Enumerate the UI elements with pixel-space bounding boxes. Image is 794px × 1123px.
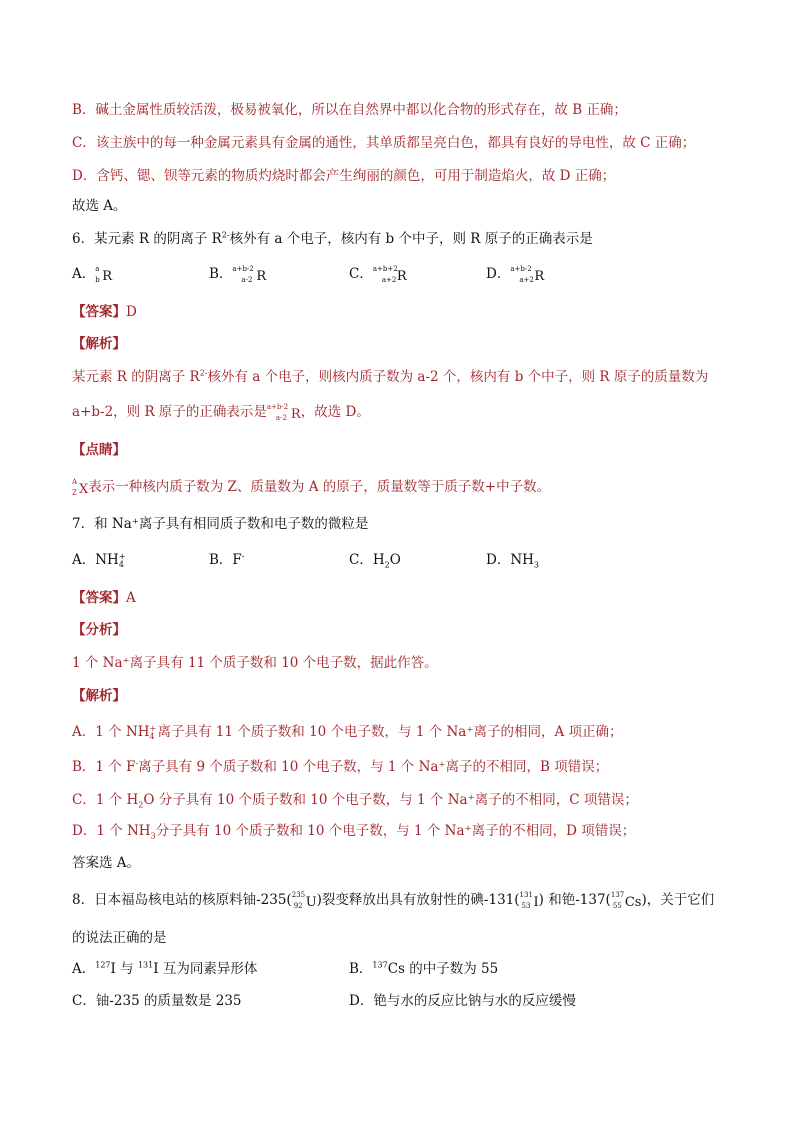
q6-tip-symbol: X [79,481,89,497]
q7-conclusion: 答案选 A。 [72,855,141,871]
q6-stem-post: 核外有 a 个电子，核内有 b 个中子，则 R 原子的正确表示是 [229,231,593,247]
q6-analysis-2-symbol: R [290,406,301,422]
q7-answer-value: A [126,590,136,606]
q6-answer [72,302,137,322]
q6-analysis-line-1 [72,367,708,387]
q6-tip-nuclide [72,479,88,497]
q6-option-d-label: D． [486,266,511,282]
q7-analysis-b-post: 离子具有 9 个质子数和 10 个电子数，与 1 个 Na⁺离子的不相同，B 项错误； [138,759,609,775]
q6-option-d-mass: a+b-2 [510,264,532,273]
q6-analysis-2-number: a-2 [275,413,287,422]
q8-option-d: D．铯与水的反应比钠与水的反应缓慢 [349,993,576,1009]
q8-cesium-symbol: Cs [624,894,642,910]
q7-option-d-label: D．NH [486,552,534,568]
q6-analysis-1-charge: 2- [199,368,208,378]
q8-option-b-post: Cs 的中子数为 55 [387,961,499,977]
q7-analysis-b-pre: B．1 个 F [72,759,136,775]
q6-option-c-nuclide [373,266,407,284]
q7-analysis-d-pre: D．1 个 NH [72,823,151,839]
q6-option-a-symbol: R [102,268,113,284]
q5-option-d-explanation: D．含钙、锶、钡等元素的物质灼烧时都会产生绚丽的颜色，可用于制造焰火，故 D 正确； [72,168,616,184]
q8-option-b-label: B． [349,961,373,977]
q6-option-a-nuclide [95,266,112,284]
q7-option-b-label: B．F [209,552,242,568]
q7-answer [72,588,136,608]
q7-analysis-c [72,790,638,810]
q8-uranium-mass: 235 [291,890,306,899]
q7-analysis-a-pre: A．1 个 NH [72,724,150,740]
q6-option-d-symbol: R [534,268,545,284]
q7-analysis-b-charge: - [135,758,139,768]
q6-option-b-label: B． [209,266,233,282]
q7-option-c-label: C．H [349,552,385,568]
q6-tip-number: Z [72,488,77,497]
q7-option-c-count: 2 [384,560,390,570]
q6-option-c-mass: a+b+2 [372,264,398,273]
q6-answer-tag: 【答案】 [72,304,126,320]
q6-tip-body: 表示一种核内质子数为 Z、质量数为 A 的原子，质量数等于质子数+中子数。 [88,479,551,495]
q7-analysis-c-post: O 分子具有 10 个质子数和 10 个电子数，与 1 个 Na⁺离子的不相同，C 项错误； [143,792,638,808]
q6-option-c [349,264,407,284]
q6-answer-value: D [126,304,137,320]
q5-option-b-explanation: B．碱土金属性质较活泼，极易被氧化，所以在自然界中都以化合物的形式存在，故 B 正确； [72,102,627,118]
q8-uranium-symbol: U [305,894,317,910]
q5-option-c-explanation: C．该主族中的每一种金属元素具有金属的通性，其单质都呈亮白色，都具有良好的导电性，故 C 正确； [72,135,696,151]
q7-analysis-tag: 【解析】 [72,688,126,704]
q7-analysis-d [72,821,635,841]
q7-analysis-b [72,757,608,777]
q6-analysis-2-pre: a+b-2，则 R 原子的正确表示是 [72,404,267,420]
q7-analysis-a-charge: + [149,723,157,733]
q7-analysis-c-count: 2 [138,800,144,810]
q6-option-a-number: b [95,275,100,284]
q7-answer-tag: 【答案】 [72,590,126,606]
q8-iodine-mass: 131 [519,890,533,899]
q8-uranium-nuclide [292,892,317,910]
q8-option-c: C．铀-235 的质量数是 235 [72,993,242,1009]
q8-cesium-mass: 137 [610,890,625,899]
q6-tip-tag: 【点睛】 [72,442,126,458]
q7-option-a-ion [118,551,127,569]
q8-stem-line-2: 的说法正确的是 [72,930,167,946]
q7-option-d-count: 3 [533,560,540,570]
q7-analysis-c-pre: C．1 个 H [72,792,139,808]
q8-option-a-mass-2: 131 [137,960,154,970]
q5-conclusion: 故选 A。 [72,198,127,214]
q6-tip-mass: A [72,477,78,486]
q6-analysis-line-2 [72,402,370,422]
q7-option-c-tail: O [389,552,401,568]
q7-option-b-charge: - [241,551,245,561]
q6-analysis-tag: 【解析】 [72,336,126,352]
q6-analysis-2-nuclide [267,404,301,422]
q7-option-c [349,550,401,570]
q8-option-b [349,959,498,979]
q7-option-d [486,550,539,570]
q8-option-b-mass: 137 [372,960,388,970]
q6-option-d [486,264,544,284]
q8-option-a [72,959,257,979]
q7-option-a-count: 4 [118,559,124,569]
q7-fenxi-text: 1 个 Na⁺离子具有 11 个质子数和 10 个电子数，据此作答。 [72,655,438,671]
q8-stem-part-1: 8．日本福岛核电站的核原料铀-235( [72,892,292,908]
q8-stem-line-1 [72,890,714,910]
q7-analysis-a-ion [149,723,158,741]
q8-option-a-mid: I 与 [110,961,138,977]
q7-fenxi-tag: 【分析】 [72,622,126,638]
q7-analysis-a-count: 4 [149,731,155,741]
q6-option-c-symbol: R [396,268,407,284]
q6-option-b-symbol: R [256,268,267,284]
q7-analysis-a [72,722,623,742]
q8-iodine-symbol: I [533,894,539,910]
q7-option-a-charge: + [118,551,126,561]
q8-cesium-nuclide [611,892,642,910]
q6-option-b-number: a-2 [241,275,253,284]
q6-tip-text [72,477,550,497]
q6-analysis-1-post: 核外有 a 个电子，则核内质子数为 a-2 个，核内有 b 个中子，则 R 原子的质量数为 [207,369,709,385]
q8-uranium-number: 92 [293,901,303,910]
q6-option-a-mass: a [95,264,100,273]
q8-stem-part-2: )裂变释放出具有放射性的碘-131( [316,892,520,908]
q7-analysis-d-count: 3 [150,831,156,841]
q6-option-a [72,264,112,284]
q6-stem-charge: 2- [221,230,230,240]
q6-option-c-number: a+2 [381,275,397,284]
q8-option-a-post: I 互为同素异形体 [153,961,258,977]
q8-iodine-nuclide [520,892,539,910]
q7-stem: 7．和 Na⁺离子具有相同质子数和电子数的微粒是 [72,516,369,532]
q8-stem-part-4: )，关于它们 [641,892,715,908]
q7-analysis-a-post: 离子具有 11 个质子数和 10 个电子数，与 1 个 Na⁺离子的相同，A 项正确； [157,724,623,740]
q6-analysis-1-pre: 某元素 R 的阴离子 R [72,369,200,385]
q8-cesium-number: 55 [612,901,622,910]
q6-option-d-number: a+2 [519,275,534,284]
q6-option-b-mass: a+b-2 [232,264,254,273]
q7-option-a-label: A．NH [72,552,119,568]
q8-iodine-number: 53 [521,901,531,910]
q8-option-a-label: A． [72,961,96,977]
q8-stem-part-3: ) 和铯-137( [538,892,611,908]
q7-analysis-d-post: 分子具有 10 个质子数和 10 个电子数，与 1 个 Na⁺离子的不相同，D 项错误； [155,823,636,839]
q6-option-d-nuclide [510,266,544,284]
q7-option-a [72,550,127,570]
q6-option-b [209,264,266,284]
q8-option-a-mass-1: 127 [95,960,111,970]
q6-stem-pre: 6．某元素 R 的阴离子 R [72,231,222,247]
q6-option-a-label: A． [72,266,96,282]
q7-option-b [209,550,245,570]
q6-analysis-2-mass: a+b-2 [266,402,289,411]
q6-option-b-nuclide [232,266,266,284]
q6-option-c-label: C． [349,266,373,282]
q6-stem [72,229,593,249]
q6-analysis-2-post: ，故选 D。 [300,404,370,420]
